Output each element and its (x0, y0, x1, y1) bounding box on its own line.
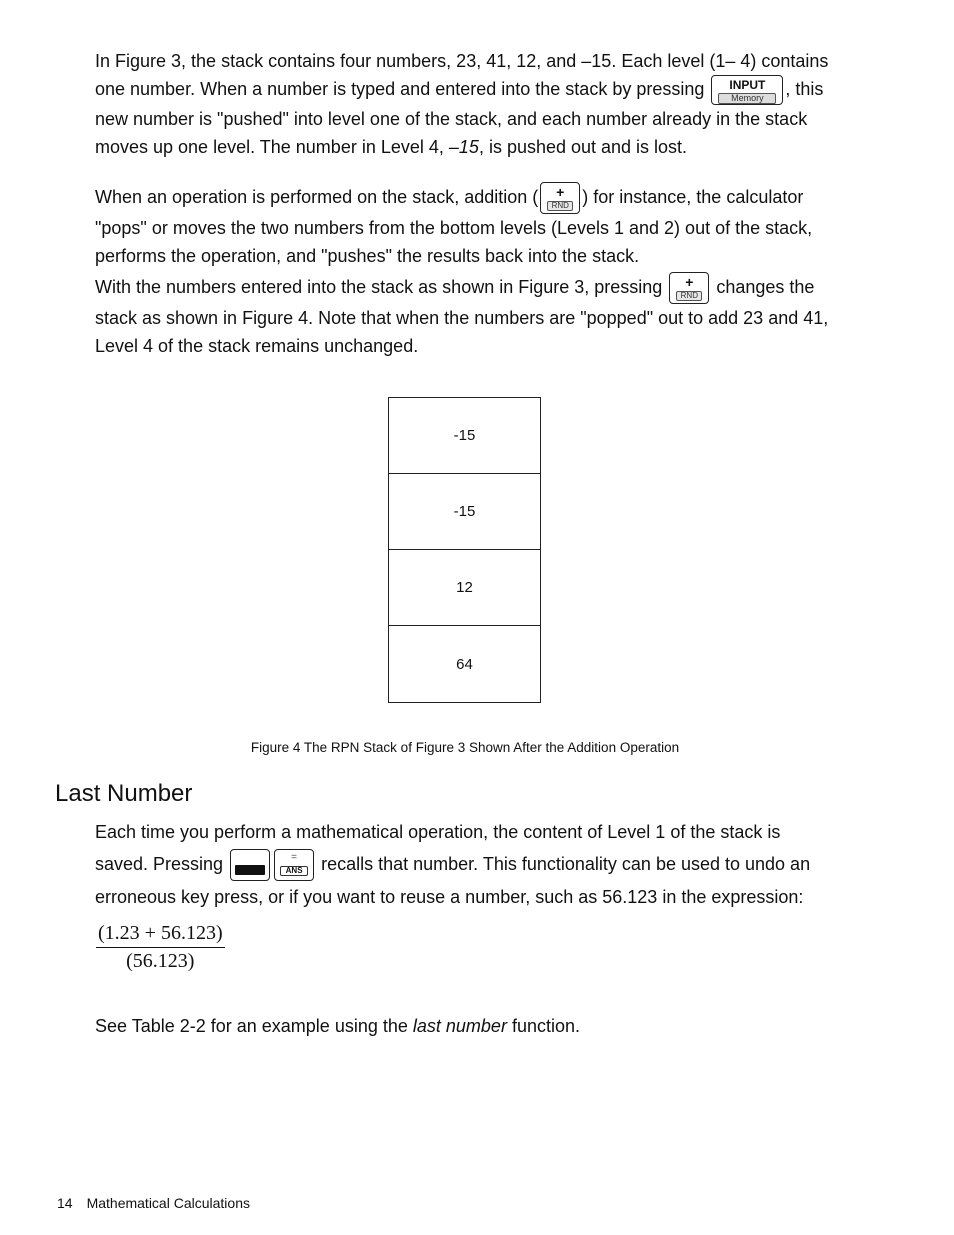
text-segment: , is pushed out and is lost. (478, 137, 688, 158)
section-heading: Last Number (55, 780, 193, 807)
italic-term: last number (412, 1016, 507, 1036)
key-label: + (556, 184, 565, 200)
page-footer (57, 1195, 250, 1211)
key-label: = (291, 852, 298, 864)
text-segment: , this new number is "pushed" into level one of the stack, and each number already in the stack moves up one level. The number in Level 4, (95, 79, 824, 158)
plus-key-icon (540, 182, 580, 214)
paragraph-pressing (95, 272, 835, 360)
rpn-stack-figure (388, 397, 541, 703)
text-segment: function. (511, 1016, 580, 1036)
paragraph-stack-intro (95, 47, 835, 161)
fraction-numerator: (1.23 + 56.123) (96, 922, 225, 948)
ans-key-icon (274, 849, 314, 881)
key-sublabel: ANS (280, 866, 308, 876)
shift-bar (235, 865, 265, 875)
text-segment: ) for instance, the calculator "pops" or moves the two numbers from the bottom levels (Levels 1 and 2) out of the stack, performs the operation, and "pushes" the results back into the stack. (95, 186, 813, 266)
stack-level-1: 64 (456, 655, 473, 673)
stack-level-4: -15 (389, 398, 540, 474)
shift-key-icon (230, 849, 270, 881)
paragraph-operation (95, 182, 835, 270)
stack-level-3: -15 (389, 474, 540, 550)
text-segment: Each time you perform a mathematical operation, the content of Level 1 of the stack is saved. Pressing (95, 822, 781, 874)
paragraph-see-table (95, 1012, 835, 1040)
text-segment: When an operation is performed on the stack, addition ( (95, 186, 539, 207)
fraction-denominator: (56.123) (126, 950, 195, 972)
figure-caption: Figure 4 The RPN Stack of Figure 3 Shown After the Addition Operation (250, 740, 680, 755)
key-sublabel: Memory (718, 93, 776, 104)
text-segment: With the numbers entered into the stack as shown in Figure 3, pressing (95, 276, 663, 297)
plus-key-icon (669, 272, 709, 304)
chapter-title: Mathematical Calculations (86, 1195, 250, 1211)
text-segment: See Table 2-2 for an example using the (95, 1016, 408, 1036)
page-number: 14 (57, 1195, 73, 1211)
key-label: + (685, 274, 694, 290)
key-sublabel: RND (547, 201, 573, 211)
text-segment: recalls that number. This functionality can be used to undo an erroneous key press, or if you want to reuse a number, such as 56.123 in the expression: (95, 854, 811, 908)
italic-value: –15 (448, 137, 479, 158)
key-sublabel: RND (676, 291, 702, 301)
text-segment: changes the stack as shown in Figure 4. Note that when the numbers are "popped" out to add 23 and 41, Level 4 of the stack remains unchanged. (95, 276, 829, 356)
input-key-icon (711, 75, 783, 105)
stack-level-2: 12 (389, 550, 540, 626)
paragraph-last-number (95, 816, 835, 913)
text-segment: In Figure 3, the stack contains four numbers, 23, 41, 12, and –15. Each level (1– 4) contains one number. When a number is typed and entered into the stack by pressing (95, 51, 829, 99)
key-label: INPUT (729, 78, 766, 93)
expression-fraction (96, 922, 225, 973)
